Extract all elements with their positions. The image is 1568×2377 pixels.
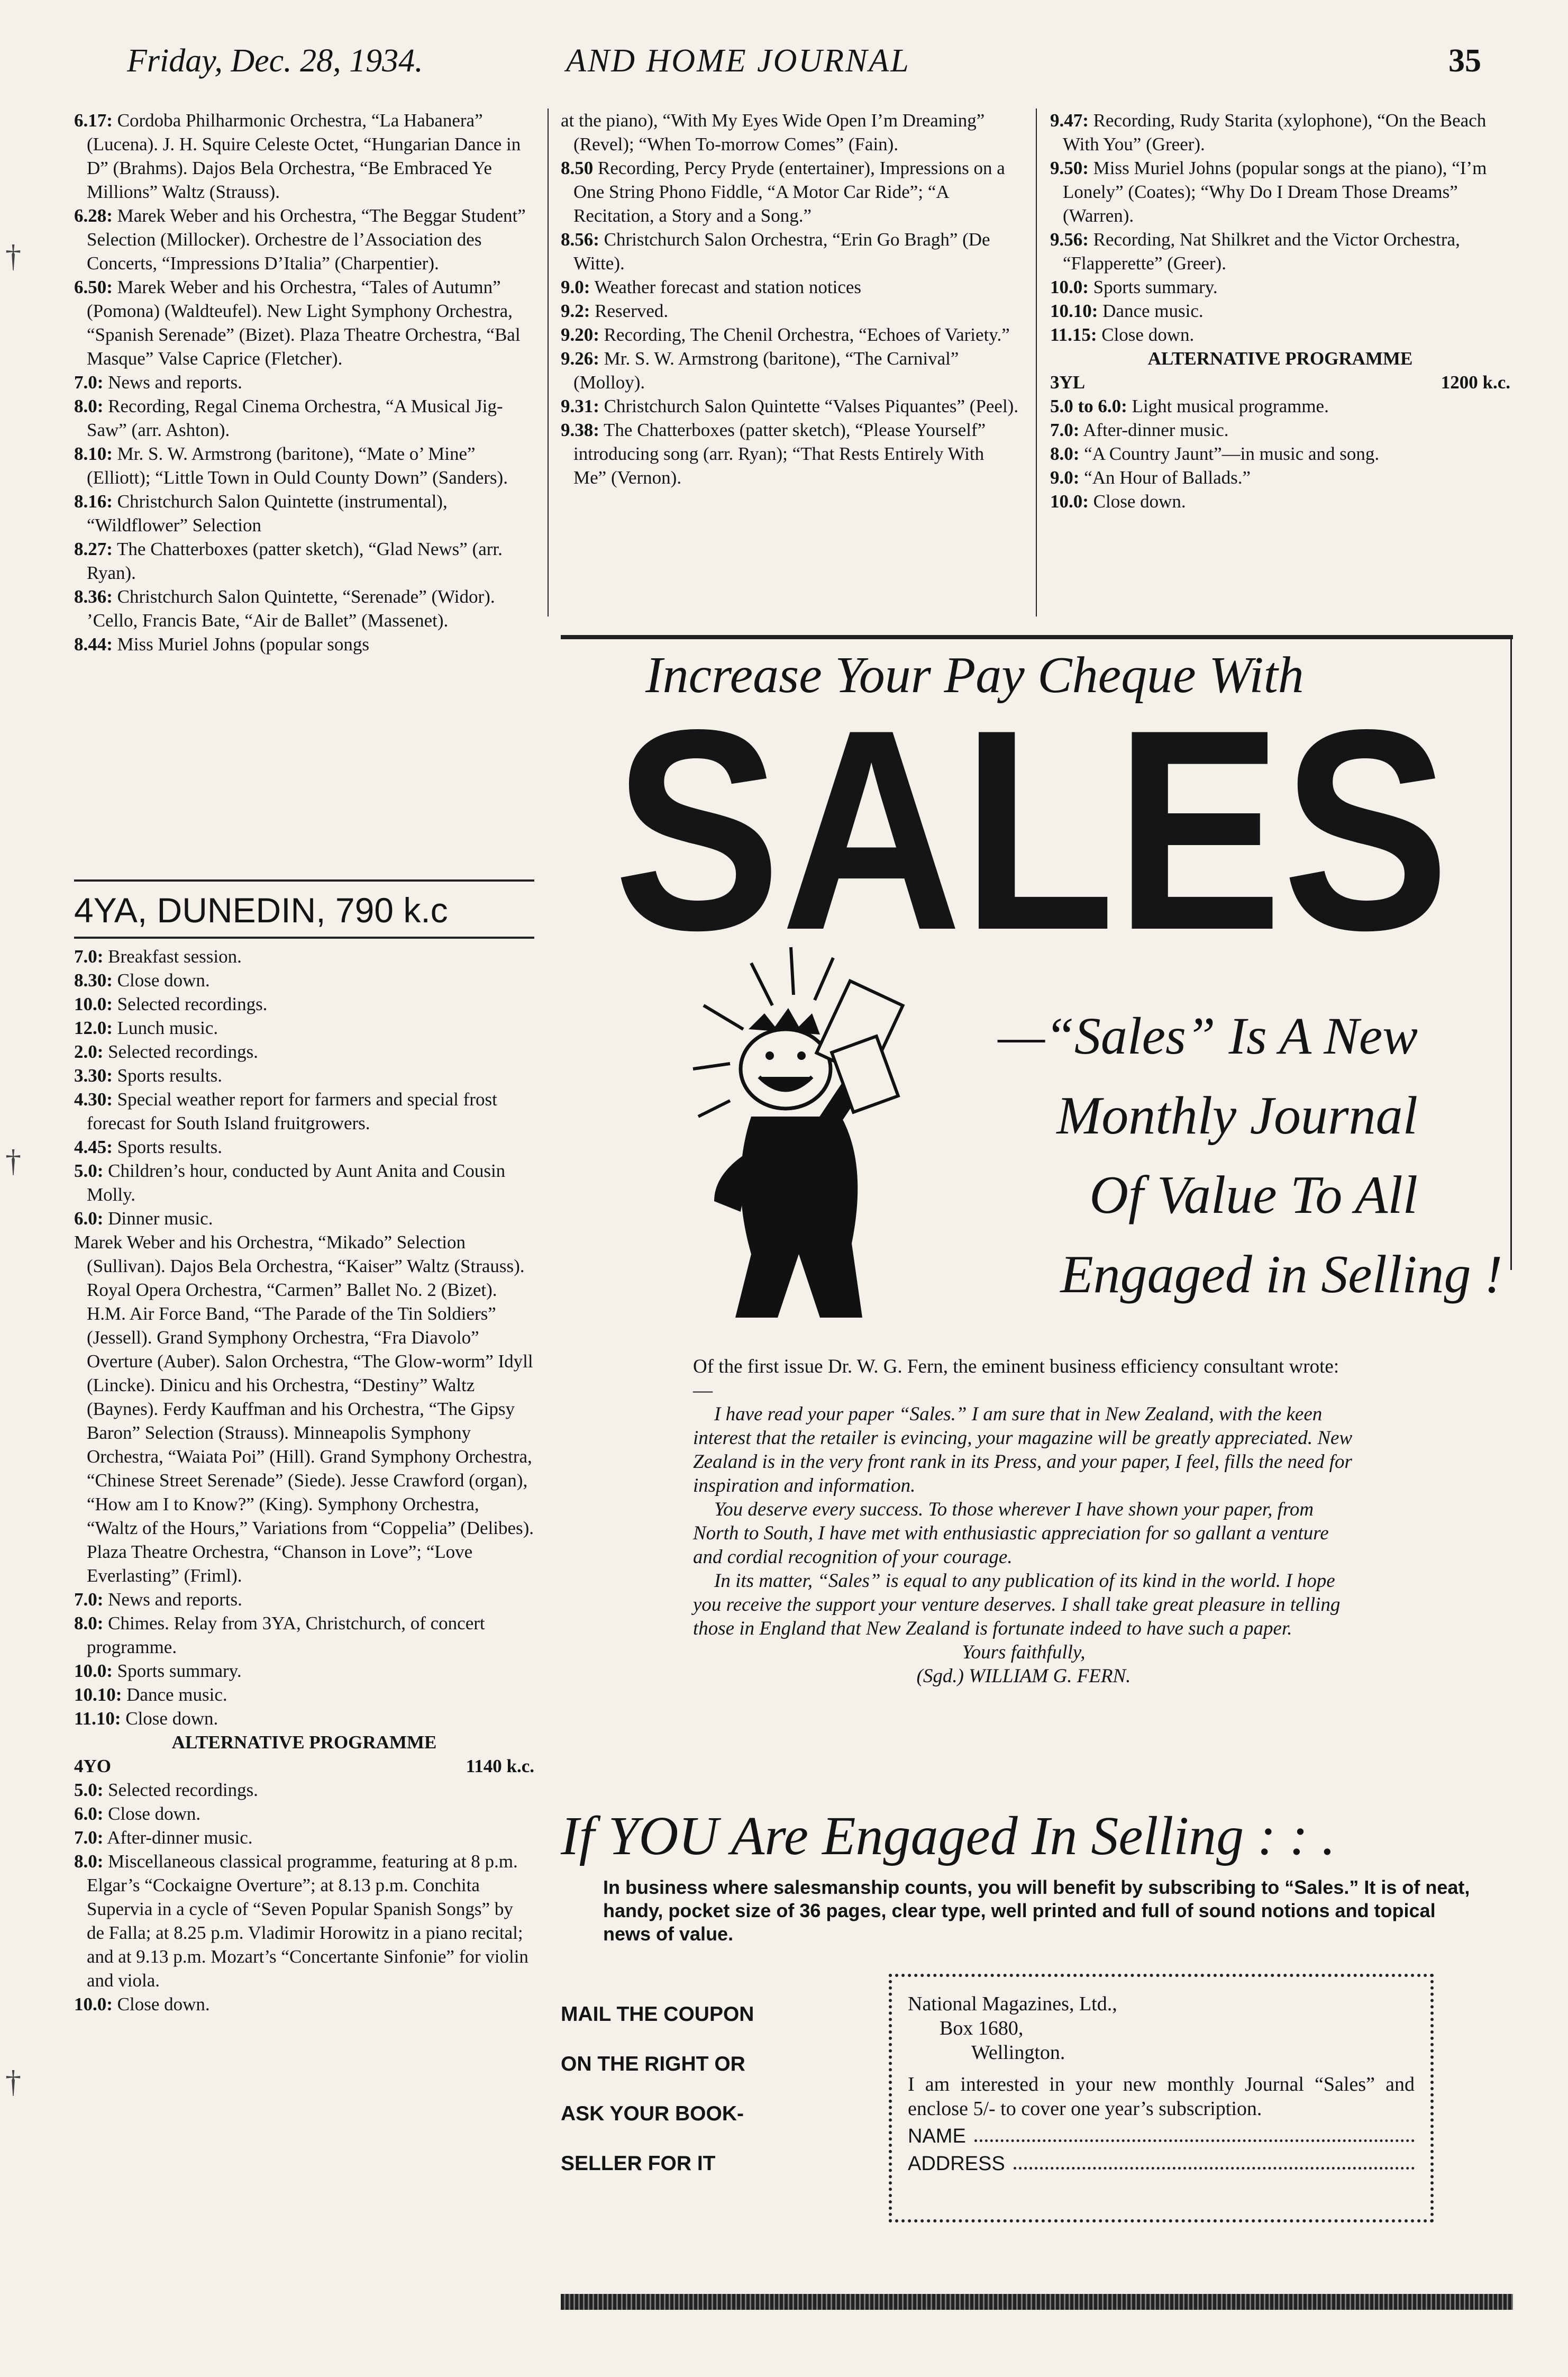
- column-1-dunedin-programme: [74, 945, 534, 2315]
- entry-text: Sports results.: [117, 1065, 223, 1086]
- entry-time: 5.0:: [74, 1160, 104, 1181]
- entry-text: Recording, The Chenil Orchestra, “Echoes of Variety.”: [604, 324, 1010, 345]
- entry-text: Miss Muriel Johns (popular songs at the piano), “I’m Lonely” (Coates); “Why Do I Dream Those Dreams” (Warren).: [1063, 158, 1487, 226]
- ad-top-rule: [561, 635, 1513, 639]
- vertical-rule: [548, 108, 549, 616]
- programme-entry: [74, 1659, 534, 1683]
- margin-mark: †: [5, 1144, 21, 1178]
- entry-time: 3.30:: [74, 1065, 113, 1086]
- programme-entry: [74, 1159, 534, 1206]
- entry-text: Recording, Nat Shilkret and the Victor Orchestra, “Flapperette” (Greer).: [1063, 229, 1460, 274]
- entry-text: Dinner music.: [108, 1208, 213, 1229]
- programme-entry: [74, 1135, 534, 1159]
- entry-text: Reserved.: [595, 301, 669, 321]
- programme-entry: [561, 156, 1021, 228]
- sales-wordmark-text: SALES: [614, 706, 1450, 955]
- entry-time: 6.50:: [74, 277, 113, 297]
- mail-line: ASK YOUR BOOK-: [561, 2102, 744, 2125]
- entry-text: Mr. S. W. Armstrong (baritone), “The Carnival” (Molloy).: [573, 348, 959, 393]
- ad-headline-2: If YOU Are Engaged In Selling : : .: [561, 1806, 1336, 1866]
- coupon-name-blank: [974, 2124, 1415, 2142]
- entry-time: 8.0:: [74, 396, 104, 416]
- testimonial-letter: [693, 1402, 1354, 1640]
- programme-entry: [74, 1778, 534, 1802]
- programme-entry: [74, 370, 534, 394]
- entry-text: Close down.: [1093, 491, 1186, 512]
- ad-side-rule: [1510, 635, 1512, 1270]
- entry-text: Selected recordings.: [117, 994, 268, 1014]
- entry-time: 8.56:: [561, 229, 599, 250]
- column-3-programme: [1050, 108, 1510, 616]
- entry-time: 8.10:: [74, 443, 113, 464]
- programme-entry: [74, 489, 534, 537]
- coupon-name-label: NAME: [908, 2125, 966, 2147]
- entry-time: 2.0:: [74, 1041, 104, 1062]
- coupon-address-field: [908, 2152, 1415, 2176]
- entry-time: 11.10:: [74, 1708, 121, 1729]
- entry-time: 9.47:: [1050, 110, 1089, 131]
- column-2-programme: [561, 108, 1021, 616]
- entry-text: Close down.: [1101, 324, 1195, 345]
- programme-entry: [561, 347, 1021, 394]
- entry-text: Close down.: [125, 1708, 218, 1729]
- entry-text: Mr. S. W. Armstrong (baritone), “Mate o’ Mine” (Elliott); “Little Town in Ould County Down” (Sanders).: [87, 443, 508, 488]
- alt-frequency: 1200 k.c.: [1441, 372, 1510, 393]
- programme-entry: [74, 1087, 534, 1135]
- entry-text: Sports summary.: [117, 1661, 242, 1681]
- column-divider: [74, 879, 534, 882]
- programme-entry: [74, 1826, 534, 1849]
- entry-time: 4.30:: [74, 1089, 113, 1110]
- entry-text: Recording, Regal Cinema Orchestra, “A Musical Jig-Saw” (arr. Ashton).: [87, 396, 503, 440]
- entry-text: Marek Weber and his Orchestra, “Mikado” Selection (Sullivan). Dajos Bela Orchestra, “Kaiser” Waltz (Strauss). Royal Opera Orchestra, “Carmen” Ballet No. 2 (Bizet). H.M. Air Force Band, “The Parade of the Tin Soldiers” (Jessell). Grand Symphony Orchestra, “Fra Diavolo” Overture (Auber). Salon Orchestra, “The Glow-worm” Idyll (Lincke). Dinicu and his Orchestra, “Destiny” Waltz (Baynes). Ferdy Kauffman and his Orchestra, “The Gipsy Baron” Selection (Strauss). Minneapolis Symphony Orchestra, “Waiata Poi” (Hill). Grand Symphony Orchestra, “Chinese Street Serenade” (Siede). Jesse Crawford (organ), “How am I to Know?” (King). Symphony Orchestra, “Waltz of the Hours,” Variations from “Coppelia” (Delibes). Plaza Theatre Orchestra, “Chanson in Love”; “Love Everlasting” (Friml).: [74, 1232, 534, 1586]
- entry-time: 9.56:: [1050, 229, 1089, 250]
- entry-time: 8.0:: [74, 1851, 104, 1872]
- sales-wordmark: [603, 706, 1460, 955]
- entry-text: Marek Weber and his Orchestra, “Tales of Autumn” (Pomona) (Waldteufel). New Light Symphony Orchestra, “Spanish Serenade” (Bizet). Plaza Theatre Orchestra, “Bal Masque” Valse Caprice (Fletcher).: [87, 277, 521, 369]
- entry-time: 5.0 to 6.0:: [1050, 396, 1127, 416]
- entry-time: 10.10:: [74, 1684, 122, 1705]
- programme-entry: [74, 394, 534, 442]
- alt-station: 4YO: [74, 1756, 111, 1776]
- subscription-coupon: [889, 1974, 1434, 2222]
- programme-entry: [1050, 299, 1510, 323]
- entry-time: 9.31:: [561, 396, 599, 416]
- entry-time: 10.0:: [1050, 491, 1089, 512]
- entry-time: 10.0:: [74, 994, 113, 1014]
- ad-tagline-3: Of Value To All: [1089, 1165, 1418, 1225]
- entry-text: Close down.: [117, 1994, 210, 2015]
- programme-entry: [74, 1064, 534, 1087]
- entry-time: 10.0:: [74, 1994, 113, 2015]
- programme-entry: [74, 1707, 534, 1730]
- programme-entry: [74, 632, 534, 656]
- coupon-addr-2: Box 1680,: [940, 2017, 1024, 2039]
- entry-time: 8.50: [561, 158, 594, 178]
- entry-text: “A Country Jaunt”—in music and song.: [1084, 443, 1380, 464]
- entry-text: Light musical programme.: [1132, 396, 1329, 416]
- salesman-illustration: [651, 942, 926, 1323]
- alternative-station-row: [74, 1754, 534, 1778]
- entry-text: Marek Weber and his Orchestra, “The Beggar Student” Selection (Millocker). Orchestre de l’Association des Concerts, “Impressions D’Italia” (Charpentier).: [87, 205, 526, 274]
- entry-text: After-dinner music.: [1083, 420, 1229, 440]
- entry-text: Dance music.: [126, 1684, 227, 1705]
- entry-text: Recording, Percy Pryde (entertainer), Impressions on a One String Phono Fiddle, “A Motor Car Ride”; “A Recitation, a Story and a Song.”: [573, 158, 1005, 226]
- programme-entry: [561, 275, 1021, 299]
- entry-time: 9.2:: [561, 301, 590, 321]
- programme-entry: [1050, 275, 1510, 299]
- entry-time: 9.38:: [561, 420, 599, 440]
- entry-time: 8.36:: [74, 586, 113, 607]
- vertical-rule: [1036, 108, 1037, 616]
- entry-time: 10.10:: [1050, 301, 1098, 321]
- coupon-addr-1: National Magazines, Ltd.,: [908, 1993, 1117, 2015]
- entry-time: 4.45:: [74, 1137, 113, 1157]
- entry-text: The Chatterboxes (patter sketch), “Please Yourself” introducing song (arr. Ryan); “That Rests Entirely With Me” (Vernon).: [573, 420, 986, 488]
- alternative-station-row: [1050, 370, 1510, 394]
- entry-text: Sports results.: [117, 1137, 223, 1157]
- entry-text: News and reports.: [108, 1589, 242, 1610]
- programme-entry: [74, 204, 534, 275]
- programme-entry: [74, 1040, 534, 1064]
- entry-text: The Chatterboxes (patter sketch), “Glad News” (arr. Ryan).: [87, 539, 503, 583]
- coupon-address-label: ADDRESS: [908, 2153, 1005, 2175]
- letter-signature: (Sgd.) WILLIAM G. FERN.: [916, 1665, 1131, 1687]
- letter-closing: Yours faithfully,: [962, 1641, 1086, 1663]
- entry-time: 8.27:: [74, 539, 113, 559]
- entry-text: Children’s hour, conducted by Aunt Anita and Cousin Molly.: [87, 1160, 506, 1205]
- entry-text: Special weather report for farmers and special frost forecast for South Island fruitgrowers.: [87, 1089, 497, 1133]
- entry-text: Recording, Rudy Starita (xylophone), “On the Beach With You” (Greer).: [1063, 110, 1487, 155]
- entry-time: 8.16:: [74, 491, 113, 512]
- entry-time: 7.0:: [1050, 420, 1080, 440]
- entry-text: Christchurch Salon Quintette, “Serenade” (Widor). ’Cello, Francis Bate, “Air de Ballet” (Massenet).: [87, 586, 495, 631]
- programme-entry: [1050, 394, 1510, 418]
- programme-entry: [74, 1802, 534, 1826]
- sales-advertisement: [561, 635, 1513, 2281]
- entry-text: Christchurch Salon Quintette (instrumental), “Wildflower” Selection: [87, 491, 448, 536]
- entry-time: 7.0:: [74, 372, 104, 393]
- entry-time: 10.0:: [1050, 277, 1089, 297]
- entry-time: 5.0:: [74, 1780, 104, 1800]
- testimonial-intro: Of the first issue Dr. W. G. Fern, the eminent business efficiency consultant wrote:—: [693, 1356, 1339, 1401]
- entry-time: 10.0:: [74, 1661, 113, 1681]
- entry-text: at the piano), “With My Eyes Wide Open I’m Dreaming” (Revel); “When To-morrow Comes” (Fain).: [561, 110, 985, 155]
- entry-time: 12.0:: [74, 1018, 113, 1038]
- programme-entry: [74, 442, 534, 489]
- programme-entry: [1050, 489, 1510, 513]
- programme-entry: [74, 1206, 534, 1230]
- programme-entry: [74, 1992, 534, 2016]
- entry-text: After-dinner music.: [107, 1827, 253, 1848]
- programme-entry: [561, 299, 1021, 323]
- entry-text: “An Hour of Ballads.”: [1084, 467, 1251, 488]
- header-date: Friday, Dec. 28, 1934.: [127, 43, 423, 79]
- header-title: AND HOME JOURNAL: [566, 43, 910, 79]
- programme-entry: [74, 1683, 534, 1707]
- entry-time: 8.30:: [74, 970, 113, 991]
- entry-time: 6.28:: [74, 205, 113, 226]
- programme-entry: [74, 1230, 534, 1587]
- margin-mark: †: [5, 239, 21, 274]
- entry-time: 6.0:: [74, 1208, 104, 1229]
- entry-text: Christchurch Salon Orchestra, “Erin Go Bragh” (De Witte).: [573, 229, 990, 274]
- programme-entry: [561, 228, 1021, 275]
- entry-time: 9.26:: [561, 348, 599, 369]
- entry-time: 9.50:: [1050, 158, 1089, 178]
- entry-text: Sports summary.: [1093, 277, 1218, 297]
- entry-text: Breakfast session.: [108, 946, 242, 967]
- entry-text: Christchurch Salon Quintette “Valses Piquantes” (Peel).: [604, 396, 1019, 416]
- mail-line: ON THE RIGHT OR: [561, 2053, 745, 2075]
- entry-text: Weather forecast and station notices: [594, 277, 862, 297]
- programme-entry: [1050, 108, 1510, 156]
- entry-text: News and reports.: [108, 372, 242, 393]
- ad-tagline-4: Engaged in Selling !: [1060, 1245, 1502, 1304]
- entry-text: Chimes. Relay from 3YA, Christchurch, of concert programme.: [87, 1613, 485, 1657]
- entry-time: 7.0:: [74, 946, 104, 967]
- entry-text: Miss Muriel Johns (popular songs: [117, 634, 370, 655]
- programme-entry: [561, 323, 1021, 347]
- entry-text: Miscellaneous classical programme, featuring at 8 p.m. Elgar’s “Cockaigne Overture”; at 8.13 p.m. Conchita Supervia in a cycle of “Seven Popular Spanish Songs” by de Falla; at 8.25 p.m. Vladimir Horowitz in a piano recital; and at 9.13 p.m. Mozart’s “Concertante Sinfonie” for violin and viola.: [87, 1851, 528, 1991]
- programme-entry: [74, 585, 534, 632]
- entry-time: 11.15:: [1050, 324, 1097, 345]
- alternative-heading: ALTERNATIVE PROGRAMME: [1147, 348, 1413, 369]
- coupon-address-blank: [1014, 2152, 1415, 2170]
- programme-entry: [74, 945, 534, 968]
- programme-entry: [561, 418, 1021, 489]
- column-1-programme: [74, 108, 534, 870]
- entry-time: 8.0:: [74, 1613, 104, 1634]
- letter-paragraph: In its matter, “Sales” is equal to any publication of its kind in the world. I hope you receive the support your venture deserves. I shall take great pleasure in telling those in England that New Zealand is fortunate indeed to have such a paper.: [693, 1570, 1341, 1639]
- entry-time: 6.17:: [74, 110, 113, 131]
- entry-text: Selected recordings.: [108, 1041, 258, 1062]
- entry-text: Dance music.: [1102, 301, 1204, 321]
- programme-entry: [74, 1849, 534, 1992]
- ad-tagline-1: —“Sales” Is A New: [998, 1006, 1418, 1065]
- coupon-addr-3: Wellington.: [971, 2042, 1065, 2064]
- programme-entry: [74, 968, 534, 992]
- ad-tagline-2: Monthly Journal: [1056, 1086, 1418, 1146]
- entry-time: 9.20:: [561, 324, 599, 345]
- programme-entry: [74, 992, 534, 1016]
- mail-line: MAIL THE COUPON: [561, 2003, 754, 2026]
- entry-text: Close down.: [117, 970, 210, 991]
- programme-entry: [74, 1587, 534, 1611]
- ad-subtext: In business where salesmanship counts, you will benefit by subscribing to “Sales.” It is of neat, handy, pocket size of 36 pages, clear type, well printed and full of sound notions and topical news of value.: [603, 1876, 1470, 1945]
- programme-entry: [1050, 418, 1510, 442]
- page-number: 35: [1448, 43, 1481, 79]
- programme-entry: [74, 275, 534, 370]
- station-heading: 4YA, DUNEDIN, 790 k.c: [74, 891, 448, 930]
- alternative-heading: ALTERNATIVE PROGRAMME: [171, 1732, 437, 1753]
- entry-time: 6.0:: [74, 1803, 104, 1824]
- alt-station: 3YL: [1050, 372, 1086, 393]
- column-divider: [74, 937, 534, 939]
- programme-entry: [1050, 228, 1510, 275]
- coupon-text: I am interested in your new monthly Journal “Sales” and enclose 5/- to cover one year’s subscription.: [908, 2073, 1415, 2120]
- programme-entry: [1050, 156, 1510, 228]
- entry-time: 9.0:: [1050, 467, 1080, 488]
- programme-entry: [74, 1611, 534, 1659]
- programme-entry: [74, 1016, 534, 1040]
- mail-line: SELLER FOR IT: [561, 2152, 716, 2175]
- programme-entry: [1050, 442, 1510, 466]
- entry-text: Close down.: [108, 1803, 201, 1824]
- programme-entry: [1050, 323, 1510, 347]
- testimonial: [693, 1355, 1354, 1688]
- entry-time: 8.0:: [1050, 443, 1080, 464]
- programme-entry: [561, 108, 1021, 156]
- programme-entry: [74, 108, 534, 204]
- letter-paragraph: I have read your paper “Sales.” I am sure that in New Zealand, with the keen interest that the retailer is evincing, your magazine will be greatly appreciated. New Zealand is in the very front rank in its Press, and your paper, I feel, fills the need for inspiration and information.: [693, 1403, 1353, 1496]
- ad-headline: Increase Your Pay Cheque With: [645, 647, 1304, 704]
- entry-time: 7.0:: [74, 1827, 104, 1848]
- mail-instructions: [561, 1990, 804, 2189]
- entry-text: Cordoba Philharmonic Orchestra, “La Habanera” (Lucena). J. H. Squire Celeste Octet, “Hungarian Dance in D” (Brahms). Dajos Bela Orchestra, “Be Embraced Ye Millions” Waltz (Strauss).: [87, 110, 521, 202]
- ad-bottom-rule: [561, 2294, 1513, 2310]
- programme-entry: [1050, 466, 1510, 489]
- coupon-name-field: [908, 2124, 1415, 2148]
- entry-text: Selected recordings.: [108, 1780, 258, 1800]
- page-header: [127, 42, 1481, 90]
- letter-paragraph: You deserve every success. To those wherever I have shown your paper, from North to South, I have met with enthusiastic appreciation for so gallant a venture and cordial recognition of your courage.: [693, 1499, 1329, 1568]
- programme-entry: [74, 537, 534, 585]
- alt-frequency: 1140 k.c.: [466, 1756, 534, 1776]
- margin-mark: †: [5, 2064, 21, 2099]
- entry-text: Lunch music.: [117, 1018, 218, 1038]
- programme-entry: [561, 394, 1021, 418]
- entry-time: 8.44:: [74, 634, 113, 655]
- entry-time: 9.0:: [561, 277, 590, 297]
- entry-time: 7.0:: [74, 1589, 104, 1610]
